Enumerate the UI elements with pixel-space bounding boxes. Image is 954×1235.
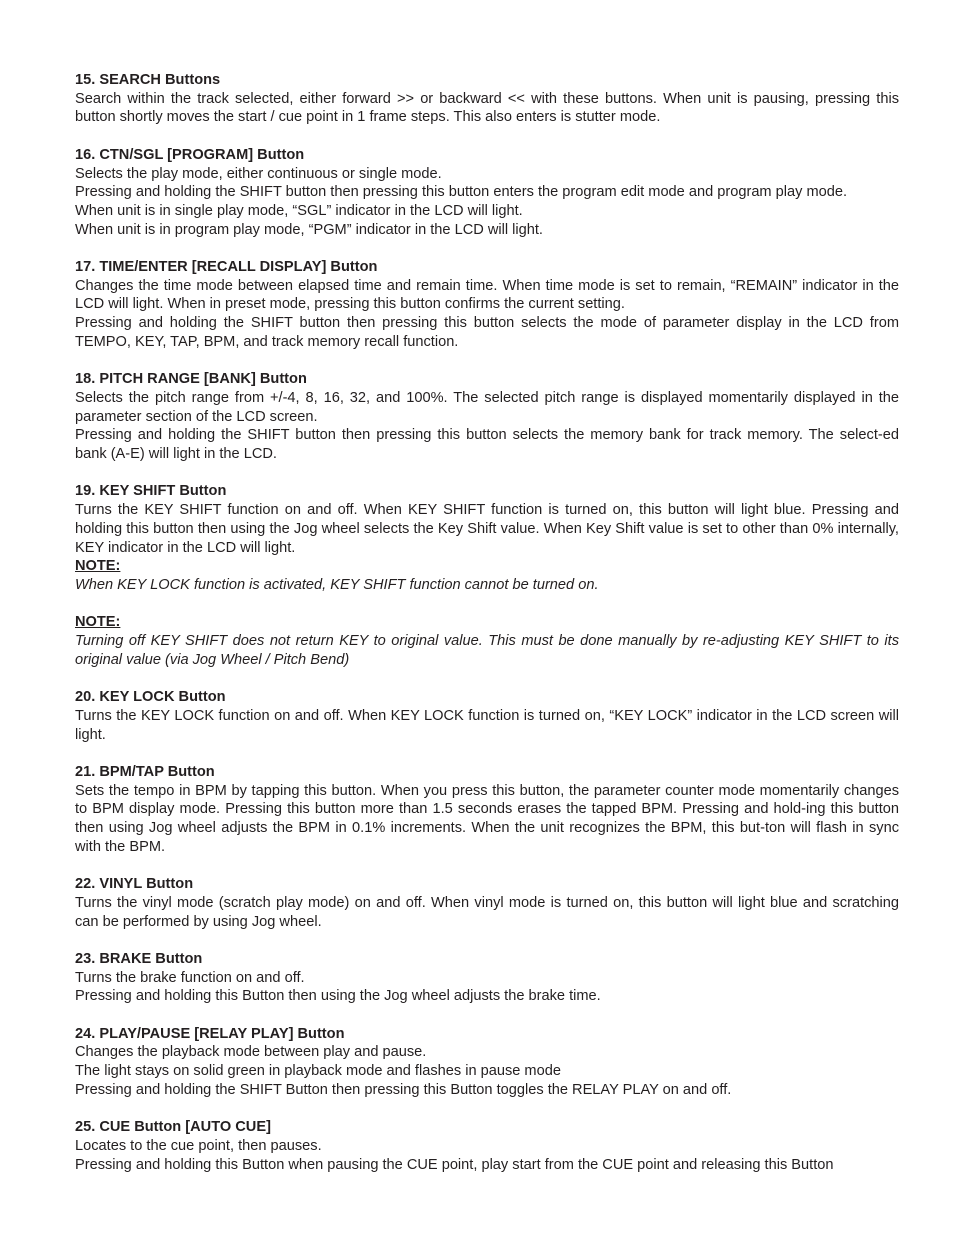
section-paragraph: Pressing and holding the SHIFT button then pressing this button selects the mode of parameter display in the LCD from TEMPO, KEY, TAP, BPM, and track memory recall function. (75, 315, 899, 350)
section-time-enter-button (75, 258, 899, 352)
note-spacer (75, 595, 899, 614)
section-pitch-range-button (75, 370, 899, 464)
section-paragraph: Sets the tempo in BPM by tapping this button. When you press this button, the parameter counter mode momentarily changes to BPM display mode. Pressing this button more than 1.5 seconds erases the tapped BPM. Pressing and hold-ing this button then using Jog wheel adjusts the BPM in 0.1% increments. When the unit recognizes the BPM, this but-ton will flash in sync with the BPM. (75, 782, 899, 855)
section-heading: 20. KEY LOCK Button (75, 689, 226, 706)
section-vinyl-button (75, 875, 899, 931)
section-paragraph: Pressing and holding this Button then using the Jog wheel adjusts the brake time. (75, 988, 601, 1005)
section-paragraph: Turns the KEY SHIFT function on and off. When KEY SHIFT function is turned on, this button will light blue. Pressing and holding this button then using the Jog wheel selects the Key Shift value. When Key Shift value is set to other than 0% internally, KEY indicator in the LCD will light. (75, 502, 899, 556)
note-text: When KEY LOCK function is activated, KEY SHIFT function cannot be turned on. (75, 576, 599, 593)
section-search-buttons (75, 71, 899, 127)
section-heading: 15. SEARCH Buttons (75, 72, 221, 88)
section-brake-button (75, 950, 899, 1006)
section-key-shift-button (75, 482, 899, 669)
section-paragraph: Changes the time mode between elapsed time and remain time. When time mode is set to remain, “REMAIN” indicator in the LCD will light. When in preset mode, pressing this button confirms the current setting. (75, 277, 899, 313)
section-paragraph: Search within the track selected, either forward >> or backward << with these buttons. When unit is pausing, pressing this button shortly moves the start / cue point in 1 frame steps. This also enters is stutter mode. (75, 90, 899, 126)
section-heading: 24. PLAY/PAUSE [RELAY PLAY] Button (75, 1025, 345, 1042)
section-bpm-tap-button (75, 763, 899, 857)
section-paragraph: Pressing and holding the SHIFT button then pressing this button selects the memory bank for track memory. The select-ed bank (A-E) will light in the LCD. (75, 427, 899, 463)
section-heading: 22. VINYL Button (75, 876, 194, 893)
note-text: Turning off KEY SHIFT does not return KEY to original value. This must be done manually by re-adjusting KEY SHIFT to its original value (via Jog Wheel / Pitch Bend) (75, 633, 899, 668)
section-paragraph: Changes the playback mode between play and pause. (75, 1044, 427, 1061)
section-ctn-sgl-button (75, 146, 899, 240)
section-paragraph: When unit is in program play mode, “PGM” indicator in the LCD will light. (75, 221, 543, 238)
section-cue-button (75, 1118, 899, 1174)
section-heading: 18. PITCH RANGE [BANK] Button (75, 371, 307, 388)
section-heading: 21. BPM/TAP Button (75, 763, 215, 780)
section-paragraph: Selects the play mode, either continuous or single mode. (75, 165, 442, 182)
section-heading: 23. BRAKE Button (75, 950, 203, 967)
section-play-pause-button (75, 1025, 899, 1100)
note-label: NOTE: (75, 614, 121, 631)
section-paragraph: When unit is in single play mode, “SGL” indicator in the LCD will light. (75, 202, 523, 219)
section-paragraph: Locates to the cue point, then pauses. (75, 1137, 322, 1154)
section-paragraph: Pressing and holding this Button when pausing the CUE point, play start from the CUE point and releasing this Button (75, 1156, 834, 1173)
section-heading: 16. CTN/SGL [PROGRAM] Button (75, 146, 305, 163)
section-heading: 25. CUE Button [AUTO CUE] (75, 1119, 271, 1136)
section-paragraph: Turns the KEY LOCK function on and off. When KEY LOCK function is turned on, “KEY LOCK” indicator in the LCD screen will light. (75, 707, 899, 743)
section-paragraph: The light stays on solid green in playback mode and flashes in pause mode (75, 1063, 561, 1080)
section-heading: 19. KEY SHIFT Button (75, 483, 227, 500)
section-paragraph: Selects the pitch range from +/-4, 8, 16, 32, and 100%. The selected pitch range is displayed momentarily displayed in the parameter section of the LCD screen. (75, 389, 899, 425)
section-paragraph: Pressing and holding the SHIFT Button then pressing this Button toggles the RELAY PLAY on and off. (75, 1081, 732, 1098)
note-label: NOTE: (75, 558, 121, 575)
section-paragraph: Turns the brake function on and off. (75, 969, 305, 986)
section-paragraph: Pressing and holding the SHIFT button then pressing this button enters the program edit mode and program play mode. (75, 184, 848, 201)
manual-page (75, 71, 899, 1193)
section-key-lock-button (75, 688, 899, 744)
section-paragraph: Turns the vinyl mode (scratch play mode) on and off. When vinyl mode is turned on, this button will light blue and scratching can be performed by using Jog wheel. (75, 894, 899, 930)
section-heading: 17. TIME/ENTER [RECALL DISPLAY] Button (75, 259, 378, 275)
